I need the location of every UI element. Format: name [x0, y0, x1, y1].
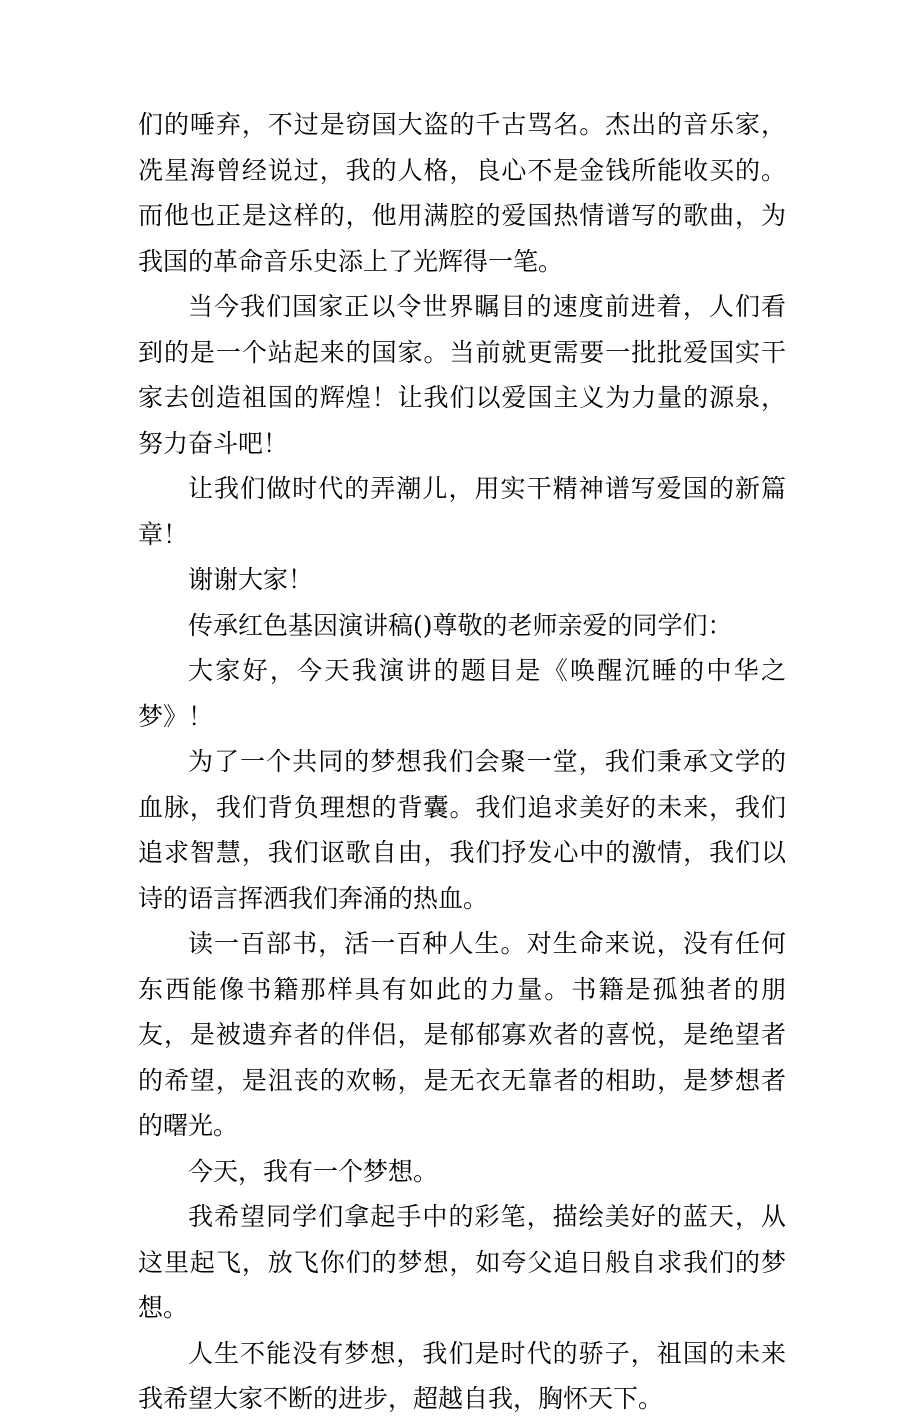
paragraph-common-dream: 为了一个共同的梦想我们会聚一堂，我们秉承文学的血脉，我们背负理想的背囊。我们追求美好的未来，我们追求智慧，我们讴歌自由，我们抒发心中的激情，我们以诗的语言挥洒我们奔涌的热血。	[138, 747, 786, 913]
paragraph-hope-classmates: 我希望同学们拿起手中的彩笔，描绘美好的蓝天，从这里起飞，放飞你们的梦想，如夸父追日般自求我们的梦想。	[138, 1202, 786, 1322]
speech-title-heading: 传承红色基因演讲稿()尊敬的老师亲爱的同学们：	[188, 610, 733, 640]
paragraph-reading-books: 读一百部书，活一百种人生。对生命来说，没有任何东西能像书籍那样具有如此的力量。书籍是孤独者的朋友，是被遗弃者的伴侣，是郁郁寡欢者的喜悦，是绝望者的希望，是沮丧的欢畅，是无衣无靠者的相助，是梦想者的曙光。	[138, 929, 786, 1140]
paragraph-call-to-action: 让我们做时代的弄潮儿，用实干精神谱写爱国的新篇章！	[138, 474, 786, 549]
paragraph-thanks: 谢谢大家！	[188, 565, 314, 594]
paragraph-i-have-a-dream: 今天，我有一个梦想。	[188, 1156, 439, 1186]
paragraph-greeting: 大家好，今天我演讲的题目是《唤醒沉睡的中华之梦》！	[138, 656, 786, 731]
paragraph-continued: 们的唾弃，不过是窃国大盗的千古骂名。杰出的音乐家，冼星海曾经说过，我的人格，良心不是金钱所能收买的。而他也正是这样的，他用满腔的爱国热情谱写的歌曲，为我国的革命音乐史添上了光辉得一笔。	[138, 110, 786, 276]
paragraph-life-dreams: 人生不能没有梦想，我们是时代的骄子，祖国的未来我希望大家不断的进步，超越自我，胸怀天下。	[138, 1338, 786, 1413]
document-page	[138, 102, 786, 1422]
paragraph-country-progress: 当今我们国家正以令世界瞩目的速度前进着，人们看到的是一个站起来的国家。当前就更需要一批批爱国实干家去创造祖国的辉煌！让我们以爱国主义为力量的源泉，努力奋斗吧！	[138, 292, 786, 458]
